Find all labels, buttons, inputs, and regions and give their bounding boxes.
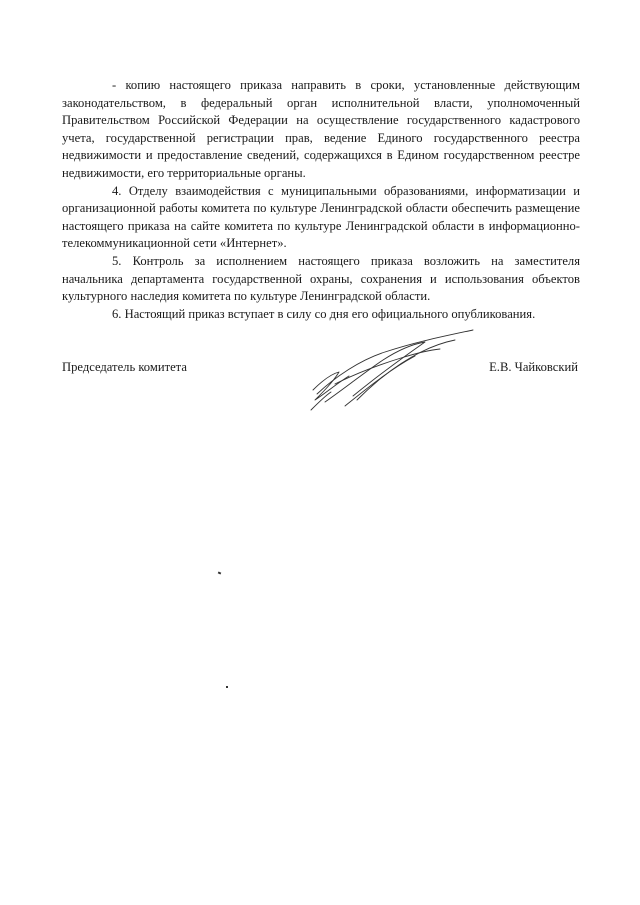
- paragraph-item-5: 5. Контроль за исполнением настоящего приказа возложить на заместителя начальника департамента государственной охраны, сохранения и использования объектов культурного наследия комитета по культуре Ленинградской области.: [62, 253, 580, 304]
- handwritten-signature: [305, 322, 485, 412]
- signatory-name: Е.В. Чайковский: [489, 360, 578, 374]
- scan-speck: [226, 686, 228, 688]
- scan-speck: [218, 571, 222, 574]
- paragraph-item-4: 4. Отделу взаимодействия с муниципальными образованиями, информатизации и организационной работы комитета по культуре Ленинградской области обеспечить размещение настоящего приказа на сайте комитета по культуре Ленинградской области в информационно-телекоммуникационной сети «Интернет».: [62, 183, 580, 251]
- paragraph-item-6: 6. Настоящий приказ вступает в силу со дня его официального опубликования.: [112, 306, 536, 321]
- paragraph-copy-order: - копию настоящего приказа направить в сроки, установленные действующим законодательством, в федеральный орган исполнительной власти, уполномоченный Правительством Российской Федерации на осуществление государственного кадастрового учета, государственной регистрации прав, ведение Единого государственного реестра недвижимости и предоставление сведений, содержащихся в Едином государственном реестре недвижимости, его территориальные органы.: [62, 78, 580, 180]
- document-body: [62, 77, 580, 323]
- signatory-title: Председатель комитета: [62, 360, 187, 374]
